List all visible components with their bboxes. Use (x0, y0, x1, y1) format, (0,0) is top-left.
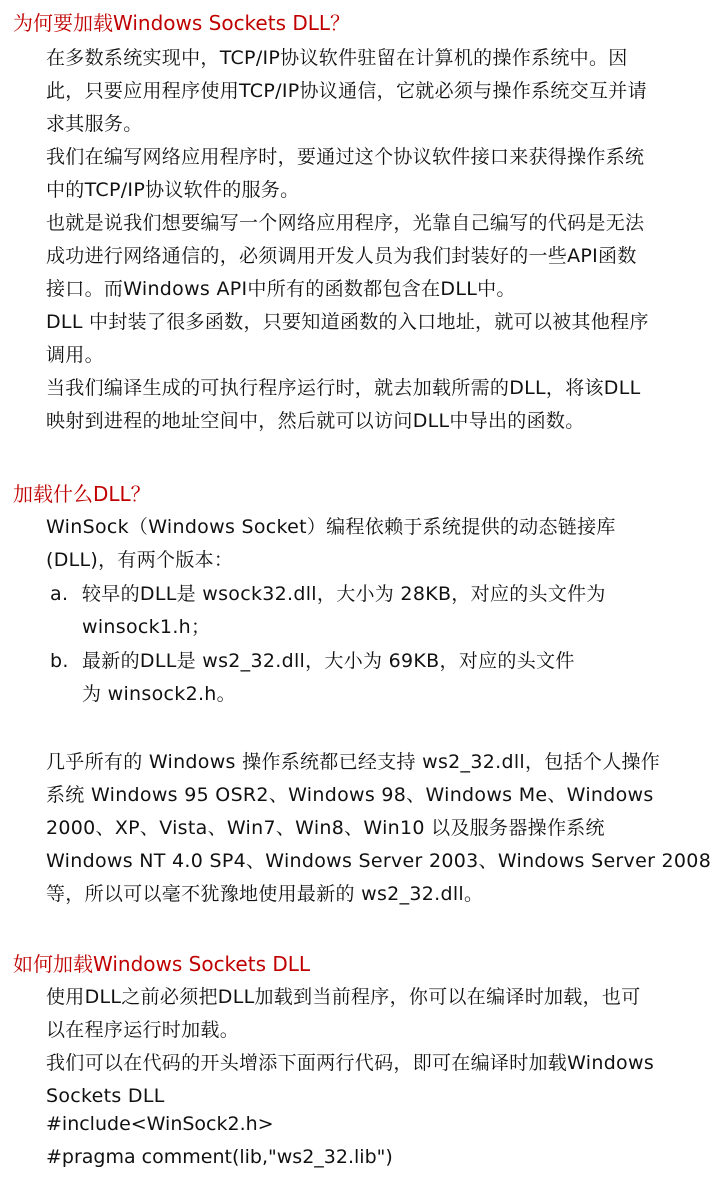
text-line: winsock1.h； (82, 616, 211, 638)
text-line: 几乎所有的 Windows 操作系统都已经支持 ws2_32.dll，包括个人操作 (46, 751, 661, 773)
paragraph (46, 511, 712, 577)
text-line: 此，只要应用程序使用TCP/IP协议通信，它就必须与操作系统交互并请 (46, 80, 647, 102)
text-line: 我们可以在代码的开头增添下面两行代码，即可在编译时加载Windows (46, 1052, 655, 1074)
paragraph (46, 207, 712, 306)
text-line: 成功进行网络通信的，必须调用开发人员为我们封装好的一些API函数 (46, 245, 637, 267)
text-line: 求其服务。 (46, 113, 143, 135)
text-line: 等，所以可以毫不犹豫地使用最新的 ws2_32.dll。 (46, 883, 484, 905)
code-line-include: #include<WinSock2.h> (46, 1113, 274, 1135)
text-line: 中的TCP/IP协议软件的服务。 (46, 179, 300, 201)
section-heading: 如何加载Windows Sockets DLL (13, 952, 311, 976)
paragraph (46, 746, 712, 911)
text-line: 为 winsock2.h。 (82, 683, 236, 705)
text-line: 系统 Windows 95 OSR2、Windows 98、Windows Me、Windows (46, 784, 654, 806)
text-line: 以在程序运行时加载。 (46, 1019, 240, 1041)
text-line: Windows NT 4.0 SP4、Windows Server 2003、Windows Server 2008 (46, 850, 712, 872)
text-line: DLL 中封装了很多函数，只要知道函数的入口地址，就可以被其他程序 (46, 311, 649, 333)
text-line: 也就是说我们想要编写一个网络应用程序，光靠自己编写的代码是无法 (46, 212, 645, 234)
text-line: 映射到进程的地址空间中，然后就可以访问DLL中导出的函数。 (46, 410, 585, 432)
paragraph (46, 372, 712, 438)
code-line-pragma: #pragma comment(lib,"ws2_32.lib") (46, 1146, 393, 1168)
paragraph (46, 981, 712, 1047)
text-line: WinSock（Windows Socket）编程依赖于系统提供的动态链接库 (46, 516, 616, 538)
text-line: 最新的DLL是 ws2_32.dll，大小为 69KB，对应的头文件 (82, 650, 575, 672)
text-line: 当我们编译生成的可执行程序运行时，就去加载所需的DLL，将该DLL (46, 377, 641, 399)
text-line: 2000、XP、Vista、Win7、Win8、Win10 以及服务器操作系统 (46, 817, 605, 839)
text-line: Sockets DLL (46, 1085, 165, 1107)
text-line: 我们在编写网络应用程序时，要通过这个协议软件接口来获得操作系统 (46, 146, 645, 168)
paragraph (46, 141, 712, 207)
paragraph (46, 306, 712, 372)
paragraph (46, 42, 712, 141)
section-heading: 为何要加载Windows Sockets DLL？ (13, 11, 351, 35)
section-heading: 加载什么DLL？ (13, 482, 151, 506)
text-line: 较早的DLL是 wsock32.dll，大小为 28KB，对应的头文件为 (82, 583, 606, 605)
text-line: 在多数系统实现中，TCP/IP协议软件驻留在计算机的操作系统中。因 (46, 47, 628, 69)
text-line: (DLL)，有两个版本： (46, 549, 234, 571)
list-marker: a. (50, 583, 69, 605)
text-line: 接口。而Windows API中所有的函数都包含在DLL中。 (46, 278, 516, 300)
paragraph (46, 1047, 712, 1113)
text-line: 调用。 (46, 344, 104, 366)
list-item-text (82, 578, 606, 644)
list-marker: b. (50, 650, 69, 672)
text-line: 使用DLL之前必须把DLL加载到当前程序，你可以在编译时加载，也可 (46, 986, 641, 1008)
list-item-text (82, 645, 575, 711)
